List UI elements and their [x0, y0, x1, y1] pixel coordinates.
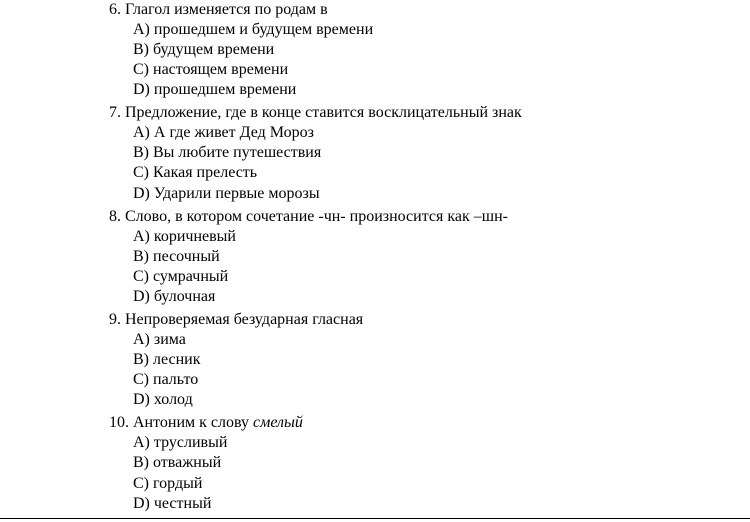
question-9-option-a: A) зима — [133, 331, 186, 348]
question-10-option-b: B) отважный — [133, 454, 222, 471]
question-6-option-d: D) прошедшем времени — [133, 81, 297, 98]
question-9-option-c: C) пальто — [133, 371, 199, 388]
question-8-option-a: A) коричневый — [133, 228, 236, 245]
question-6-text: 6. Глагол изменяется по родам в — [109, 1, 328, 18]
question-7-text: 7. Предложение, где в конце ставится восклицательный знак — [109, 104, 522, 121]
question-7-option-a: A) А где живет Дед Мороз — [133, 124, 314, 141]
question-8-option-c: C) сумрачный — [133, 268, 229, 285]
question-9-option-b: B) лесник — [133, 351, 201, 368]
question-10-prompt: 10. Антоним к слову — [109, 414, 254, 431]
question-9-option-d: D) холод — [133, 391, 193, 408]
question-7-option-b: B) Вы любите путешествия — [133, 144, 322, 161]
question-8-option-d: D) булочная — [133, 288, 216, 305]
bottom-divider — [0, 518, 750, 519]
question-6-option-b: B) будущем времени — [133, 41, 275, 58]
question-10-text — [109, 413, 303, 433]
question-6-option-c: C) настоящем времени — [133, 61, 289, 78]
question-10-emphasis-word: смелый — [253, 414, 303, 431]
question-10-option-c: C) гордый — [133, 475, 203, 492]
question-7-option-c: C) Какая прелесть — [133, 164, 258, 181]
question-8-text: 8. Слово, в котором сочетание -чн- произносится как –шн- — [109, 208, 508, 225]
question-8-option-b: B) песочный — [133, 248, 220, 265]
question-7-option-d: D) Ударили первые морозы — [133, 185, 320, 202]
question-10-option-a: A) трусливый — [133, 434, 228, 451]
question-9-text: 9. Непроверяемая безударная гласная — [109, 311, 364, 328]
question-6-option-a: A) прошедшем и будущем времени — [133, 21, 374, 38]
question-10-option-d: D) честный — [133, 495, 212, 512]
